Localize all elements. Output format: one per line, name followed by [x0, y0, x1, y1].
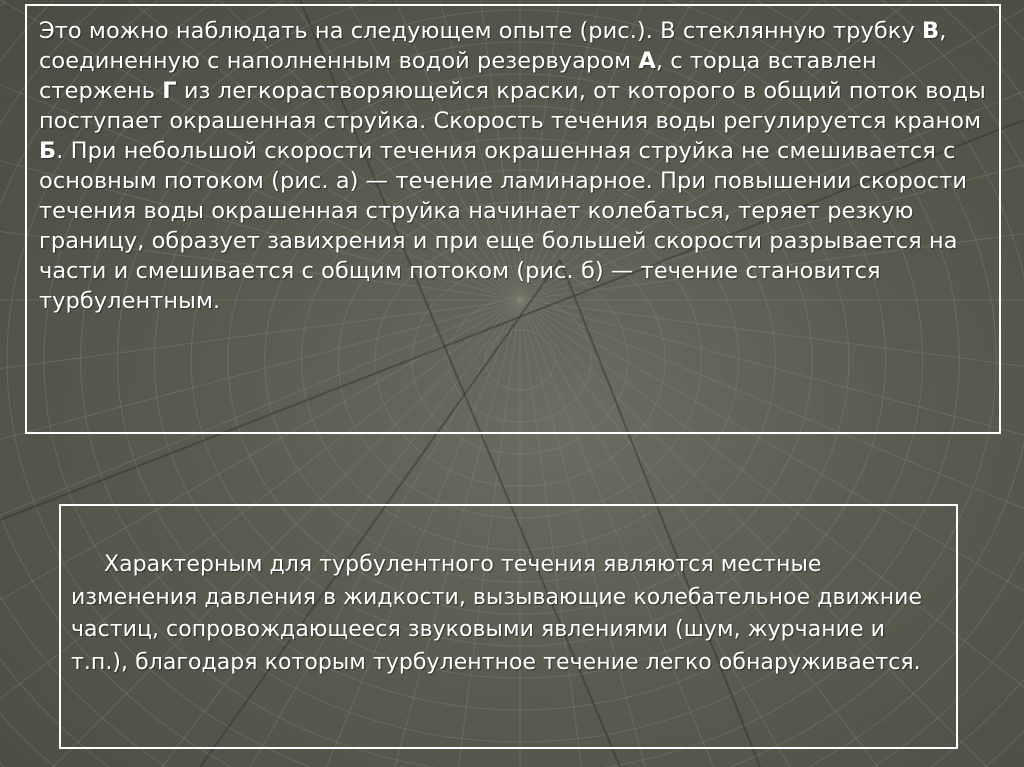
bold-letter: В: [922, 18, 940, 44]
text-segment: из легкорастворяющейся краски, от которого в общий поток воды поступает окрашенная струйка. Скорость течения воды регулируется краном: [39, 78, 986, 134]
secondary-paragraph: Характерным для турбулентного течения являются местные изменения давления в жидкости, вызывающие колебательное движние частиц, сопровождающееся звуковыми явлениями (шум, журчание и т.п.), благодаря которым турбулентное течение легко обнаруживается.: [71, 552, 923, 675]
bold-letter: А: [638, 48, 656, 74]
text-segment: , соединенную с наполненным водой резервуаром: [39, 18, 947, 74]
secondary-text-box: [59, 504, 958, 749]
main-paragraph: [39, 16, 987, 316]
bold-letter: Г: [162, 78, 177, 104]
text-segment: Это можно наблюдать на следующем опыте (рис.). В стеклянную трубку: [39, 18, 923, 44]
bold-letter: Б: [39, 138, 57, 164]
text-segment: , с торца вставлен стержень: [39, 48, 877, 104]
text-segment: . При небольшой скорости течения окрашенная струйка не смешивается с основным потоком (рис. а) — течение ламинарное. При повышении скорости течения воды окрашенная струйка начинает колебаться, теряет резкую границу, образует завихрения и при еще большей скорости разрывается на части и смешивается с общим потоком (рис. б) — течение становится турбулентным.: [39, 138, 968, 314]
main-text-box: [25, 4, 1001, 434]
